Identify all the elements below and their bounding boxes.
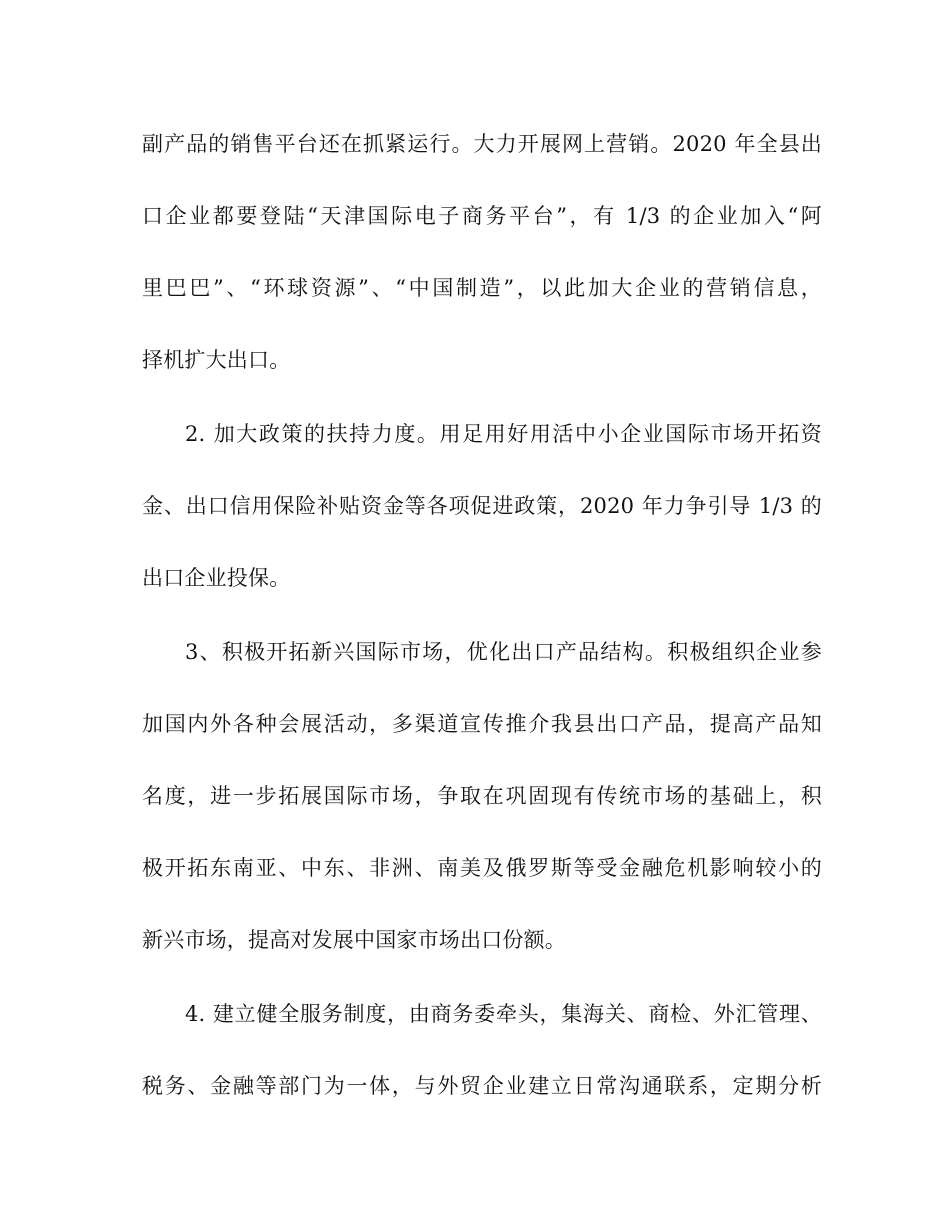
- text-line: 里巴巴”、“环球资源”、“中国制造”，以此加大企业的营销信息，: [142, 276, 822, 300]
- text-line: 名度，进一步拓展国际市场，争取在巩固现有传统市场的基础上，积: [142, 784, 822, 808]
- text-line: 金、出口信用保险补贴资金等各项促进政策，2020 年力争引导 1/3 的: [142, 494, 822, 518]
- text-line: 副产品的销售平台还在抓紧运行。大力开展网上营销。2020 年全县出: [142, 132, 822, 156]
- text-line: 4. 建立健全服务制度，由商务委牵头，集海关、商检、外汇管理、: [185, 1002, 822, 1026]
- text-line: 税务、金融等部门为一体，与外贸企业建立日常沟通联系，定期分析: [142, 1074, 822, 1098]
- text-line: 加国内外各种会展活动，多渠道宣传推介我县出口产品，提高产品知: [142, 712, 822, 736]
- text-line: 极开拓东南亚、中东、非洲、南美及俄罗斯等受金融危机影响较小的: [142, 856, 822, 880]
- text-line: 择机扩大出口。: [142, 348, 291, 372]
- text-line: 2. 加大政策的扶持力度。用足用好用活中小企业国际市场开拓资: [185, 422, 822, 446]
- text-line: 口企业都要登陆“天津国际电子商务平台”，有 1/3 的企业加入“阿: [142, 204, 822, 228]
- text-line: 3、积极开拓新兴国际市场，优化出口产品结构。积极组织企业参: [185, 640, 822, 664]
- text-line: 新兴市场，提高对发展中国家市场出口份额。: [142, 928, 566, 952]
- text-line: 出口企业投保。: [142, 566, 291, 590]
